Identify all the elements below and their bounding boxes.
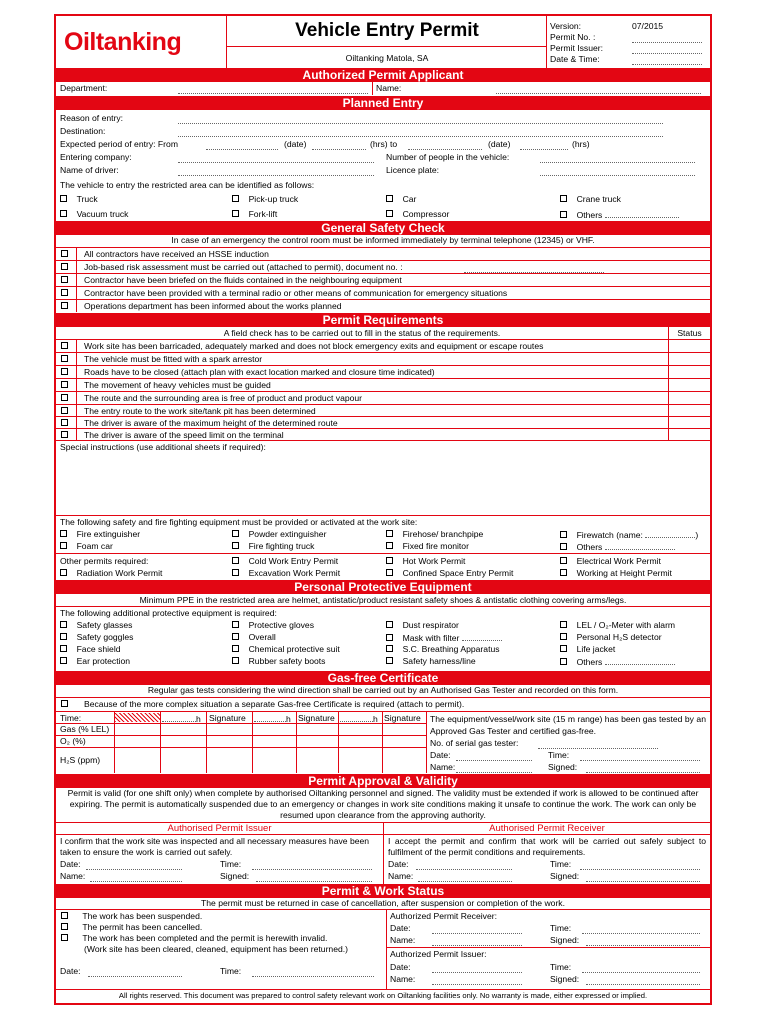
divider (56, 834, 710, 835)
form-title: Vehicle Entry Permit (295, 20, 479, 41)
ppe-mask-filter[interactable]: Mask with filter (386, 632, 502, 644)
divider (56, 391, 710, 392)
section-planned-entry: Planned Entry (56, 96, 710, 110)
req-check-1[interactable] (61, 341, 68, 352)
ppe-others[interactable]: Others (560, 656, 675, 668)
validity-note: Permit is valid (for one shift only) when complete by authorised Oiltanking personnel and signed. The validity must be extended if work is allowed to be continued after expiring. The permit is automatically suspended due to an emergency or changes in work site conditions making it unsafe to continue the work. The work can only be resumed upon clearance from the approving authority. (67, 788, 699, 820)
cold-work-permit[interactable]: Cold Work Entry Permit (232, 556, 338, 567)
gas-o2-label: O₂ (%) (60, 736, 86, 746)
status-issuer-signed-label: Signed: (550, 974, 580, 984)
people-field[interactable] (540, 154, 695, 163)
ppe-ear-protection[interactable]: Ear protection (60, 656, 130, 667)
foam-car[interactable]: Foam car (60, 541, 113, 552)
checkbox[interactable] (232, 530, 239, 537)
gas-time-label: Time: (60, 713, 82, 723)
destination-label: Destination: (60, 126, 106, 136)
ppe-protective-gloves[interactable]: Protective gloves (232, 620, 314, 631)
date-label: (date) (284, 139, 307, 149)
safety-check-2[interactable] (61, 262, 68, 273)
gas-date-label: Date: (430, 750, 451, 760)
hrs-to-label: (hrs) to (370, 139, 398, 149)
checkbox[interactable] (61, 407, 68, 414)
req-check-2[interactable] (61, 354, 68, 365)
hatched-cell (115, 713, 160, 722)
divider (56, 515, 710, 516)
divider (668, 327, 669, 440)
checkbox[interactable] (560, 621, 567, 628)
divider (76, 339, 77, 440)
checkbox[interactable] (60, 195, 67, 202)
receiver-acceptance: I accept the permit and confirm that work will be carried out safely subject to fulfilment of the permit conditions and requirements. (388, 836, 706, 857)
hot-work-permit[interactable]: Hot Work Permit (386, 556, 465, 567)
checkbox[interactable] (232, 657, 239, 664)
version-label: Version: (550, 21, 582, 31)
status-receiver-time-field[interactable] (582, 925, 700, 934)
ppe-dust-respirator[interactable]: Dust respirator (386, 620, 459, 631)
divider (56, 440, 710, 441)
checkbox[interactable] (61, 934, 68, 941)
authorised-receiver-heading: Authorised Permit Receiver (489, 823, 605, 834)
issuer-name-field[interactable] (90, 873, 182, 882)
section-ppe: Personal Protective Equipment (56, 580, 710, 594)
separate-gas-check[interactable] (61, 699, 68, 710)
divider (56, 697, 710, 698)
excavation-work-permit[interactable]: Excavation Work Permit (232, 568, 340, 579)
serial-tester-label: No. of serial gas tester: (430, 738, 519, 748)
signature-label-2: Signature (298, 713, 335, 723)
divider (56, 723, 426, 724)
serial-tester-field[interactable] (538, 740, 658, 749)
ppe-life-jacket[interactable]: Life jacket (560, 644, 615, 655)
status-issuer-signed-field[interactable] (586, 976, 700, 985)
driver-field[interactable] (178, 167, 374, 176)
req-check-5[interactable] (61, 393, 68, 404)
permit-no-field[interactable] (632, 34, 702, 43)
signature-label-3: Signature (384, 713, 421, 723)
checkbox[interactable] (61, 700, 68, 707)
ppe-chemical-suit[interactable]: Chemical protective suit (232, 644, 340, 655)
divider (160, 711, 161, 773)
divider (56, 606, 710, 607)
status-suspended[interactable]: The work has been suspended. (61, 911, 202, 922)
fire-equipment-intro: The following safety and fire fighting equipment must be provided or activated at the work site: (60, 517, 418, 527)
divider (56, 378, 710, 379)
checkbox[interactable] (560, 658, 567, 665)
divider (56, 286, 710, 287)
receiver-time-field[interactable] (580, 861, 700, 870)
divider (546, 16, 547, 68)
issuer-signed-label: Signed: (220, 871, 250, 881)
req-item-1: Work site has been barricaded, adequately marked and does not block emergency exits and equipment or escape routes (84, 341, 544, 351)
receiver-date-label: Date: (388, 859, 409, 869)
issuer-date-label: Date: (60, 859, 81, 869)
req-item-6: The entry route to the work site/tank pit has been determined (84, 406, 316, 416)
status-time-label: Time: (220, 966, 242, 976)
divider (56, 404, 710, 405)
safety-item-3: Contractor have been briefed on the fluids contained in the neighbouring equipment (84, 275, 402, 285)
divider (372, 82, 373, 95)
applicant-name-label: Name: (376, 83, 402, 93)
checkbox[interactable] (560, 531, 567, 538)
date-time-field[interactable] (632, 56, 702, 65)
divider (56, 735, 426, 736)
divider (252, 711, 253, 773)
divider (56, 339, 710, 340)
firewatch-name-field[interactable] (645, 529, 695, 538)
working-at-height-permit[interactable]: Working at Height Permit (560, 568, 672, 579)
checkbox[interactable] (560, 557, 567, 564)
divider (296, 711, 297, 773)
company-label: Entering company: (60, 152, 132, 162)
ppe-h2s-detector[interactable]: Personal H₂S detector (560, 632, 662, 643)
authorised-issuer-heading: Authorised Permit Issuer (167, 823, 272, 834)
footer-disclaimer: All rights reserved. This document was prepared to control safety relevant work on Oiltanking facilities only. No warranty is made, either expressed or implied. (118, 991, 648, 1000)
divider (56, 365, 710, 366)
driver-label: Name of driver: (60, 165, 119, 175)
gas-time2-field[interactable] (580, 752, 700, 761)
fire-fighting-truck[interactable]: Fire fighting truck (232, 541, 314, 552)
fixed-fire-monitor[interactable]: Fixed fire monitor (386, 541, 469, 552)
gas-tested-statement: The equipment/vessel/work site (15 m range) has been gas tested by an Approved Gas Tester and certified gas-free. (430, 714, 706, 736)
divider (56, 352, 710, 353)
permit-no-label: Permit No. : (550, 32, 596, 42)
ppe-others-field[interactable] (605, 656, 675, 665)
divider (56, 273, 710, 274)
checkbox[interactable] (386, 195, 393, 202)
safety-item-2: Job-based risk assessment must be carried out (attached to permit), document no. : (84, 262, 403, 272)
checkbox[interactable] (61, 419, 68, 426)
ppe-safety-harness[interactable]: Safety harness/line (386, 656, 476, 667)
divider (382, 711, 383, 773)
receiver-date-field[interactable] (416, 861, 512, 870)
fire-others[interactable]: Others (560, 541, 675, 553)
gas-name-label: Name: (430, 762, 456, 772)
vehicle-others[interactable]: Others (560, 209, 679, 221)
status-time-field[interactable] (252, 968, 374, 977)
safety-check-4[interactable] (61, 288, 68, 299)
status-receiver-label: Authorized Permit Receiver: (390, 911, 497, 921)
reason-label: Reason of entry: (60, 113, 124, 123)
divider (56, 553, 710, 554)
ppe-safety-glasses[interactable]: Safety glasses (60, 620, 132, 631)
ppe-overall[interactable]: Overall (232, 632, 276, 643)
safety-item-4: Contractor have been provided with a terminal radio or other means of communication for emergency situations (84, 288, 508, 298)
fire-extinguisher[interactable]: Fire extinguisher (60, 529, 140, 540)
checkbox[interactable] (386, 645, 393, 652)
divider (56, 428, 710, 429)
return-note: The permit must be returned in case of cancellation, after suspension or completion of the work. (201, 898, 565, 908)
checkbox[interactable] (232, 621, 239, 628)
status-cancelled[interactable]: The permit has been cancelled. (61, 922, 202, 933)
status-issuer-time-field[interactable] (582, 964, 700, 973)
status-date-label: Date: (60, 966, 81, 976)
req-item-3: Roads have to be closed (attach plan with exact location marked and closure time indicated) (84, 367, 435, 377)
fire-others-field[interactable] (605, 541, 675, 550)
section-general-safety: General Safety Check (56, 221, 710, 235)
status-date-field[interactable] (88, 968, 182, 977)
firewatch[interactable]: Firewatch (name: ) (560, 529, 698, 541)
status-receiver-signed-label: Signed: (550, 935, 580, 945)
req-item-2: The vehicle must be fitted with a spark arrestor (84, 354, 263, 364)
checkbox[interactable] (560, 211, 567, 218)
status-issuer-date-label: Date: (390, 962, 411, 972)
checkbox[interactable] (386, 657, 393, 664)
req-item-5: The route and the surrounding area is free of product and product vapour (84, 393, 363, 403)
checkbox[interactable] (60, 633, 67, 640)
form-subtitle: Oiltanking Matola, SA (345, 53, 429, 63)
section-permit-approval: Permit Approval & Validity (56, 774, 710, 788)
checkbox[interactable] (232, 645, 239, 652)
hrs-label: (hrs) (572, 139, 590, 149)
licence-field[interactable] (540, 167, 695, 176)
divider (226, 46, 546, 47)
divider (386, 909, 387, 989)
gas-time-3[interactable]: h (340, 713, 378, 725)
checkbox[interactable] (61, 276, 68, 283)
permit-issuer-label: Permit Issuer: (550, 43, 604, 53)
checkbox[interactable] (61, 368, 68, 375)
others-field[interactable] (605, 209, 679, 218)
ppe-rubber-boots[interactable]: Rubber safety boots (232, 656, 325, 667)
checkbox[interactable] (61, 289, 68, 296)
vehicle-pickup[interactable]: Pick-up truck (232, 194, 298, 205)
checkbox[interactable] (60, 621, 67, 628)
checkbox[interactable] (232, 569, 239, 576)
checkbox[interactable] (560, 195, 567, 202)
checkbox[interactable] (560, 543, 567, 550)
powder-extinguisher[interactable]: Powder extinguisher (232, 529, 326, 540)
checkbox[interactable] (60, 210, 67, 217)
receiver-signed-label: Signed: (550, 871, 580, 881)
req-item-8: The driver is aware of the speed limit on the terminal (84, 430, 284, 440)
section-gas-free: Gas-free Certificate (56, 671, 710, 685)
checkbox[interactable] (61, 263, 68, 270)
ppe-safety-goggles[interactable]: Safety goggles (60, 632, 133, 643)
divider (56, 299, 710, 300)
issuer-time-field[interactable] (252, 861, 372, 870)
checkbox[interactable] (386, 530, 393, 537)
date-time-label: Date & Time: (550, 54, 600, 64)
checkbox[interactable] (560, 633, 567, 640)
req-item-7: The driver is aware of the maximum height of the determined route (84, 418, 338, 428)
ppe-face-shield[interactable]: Face shield (60, 644, 121, 655)
checkbox[interactable] (61, 394, 68, 401)
ppe-lel-meter[interactable]: LEL / O₂-Meter with alarm (560, 620, 675, 631)
checkbox[interactable] (232, 195, 239, 202)
section-authorized-applicant: Authorized Permit Applicant (56, 68, 710, 82)
checkbox[interactable] (61, 431, 68, 438)
status-issuer-name-label: Name: (390, 974, 416, 984)
other-permits-label: Other permits required: (60, 556, 149, 566)
checkbox[interactable] (60, 530, 67, 537)
period-label: Expected period of entry: From (60, 139, 178, 149)
firehose[interactable]: Firehose/ branchpipe (386, 529, 483, 540)
checkbox[interactable] (232, 633, 239, 640)
status-issuer-time-label: Time: (550, 962, 572, 972)
checkbox[interactable] (61, 250, 68, 257)
status-receiver-date-label: Date: (390, 923, 411, 933)
status-issuer-date-field[interactable] (432, 964, 522, 973)
company-field[interactable] (178, 154, 374, 163)
divider (56, 909, 710, 910)
divider (56, 747, 426, 748)
checkbox[interactable] (386, 569, 393, 576)
status-receiver-time-label: Time: (550, 923, 572, 933)
divider (338, 711, 339, 773)
status-receiver-name-field[interactable] (432, 937, 522, 946)
safety-check-5[interactable] (61, 301, 68, 312)
safety-item-1: All contractors have received an HSSE induction (84, 249, 269, 259)
people-label: Number of people in the vehicle: (386, 152, 510, 162)
divider (56, 416, 710, 417)
gas-date-field[interactable] (456, 752, 532, 761)
checkbox[interactable] (232, 557, 239, 564)
gas-signed-label: Signed: (548, 762, 578, 772)
checkbox[interactable] (386, 621, 393, 628)
status-issuer-label: Authorized Permit Issuer: (390, 949, 487, 959)
gas-time-2[interactable]: h (254, 713, 291, 725)
licence-label: Licence plate: (386, 165, 440, 175)
vehicle-crane[interactable]: Crane truck (560, 194, 621, 205)
destination-field[interactable] (178, 128, 663, 137)
ppe-breathing-apparatus[interactable]: S.C. Breathing Apparatus (386, 644, 500, 655)
section-permit-work-status: Permit & Work Status (56, 884, 710, 898)
cleared-note: (Work site has been cleared, cleaned, equipment has been returned.) (84, 944, 349, 954)
checkbox[interactable] (61, 923, 68, 930)
vehicle-vacuum[interactable]: Vacuum truck (60, 209, 128, 220)
applicant-name-field[interactable] (496, 85, 701, 94)
checkbox[interactable] (61, 912, 68, 919)
electrical-work-permit[interactable]: Electrical Work Permit (560, 556, 661, 567)
checkbox[interactable] (560, 645, 567, 652)
checkbox[interactable] (386, 542, 393, 549)
issuer-confirmation: I confirm that the work site was inspected and all necessary measures have been taken to ensure the work is carried out safely. (60, 836, 370, 857)
checkbox[interactable] (61, 355, 68, 362)
divider (206, 711, 207, 773)
gas-name-field[interactable] (456, 764, 532, 773)
special-instructions-label: Special instructions (use additional sheets if required): (60, 442, 266, 452)
gas-signed-field[interactable] (586, 764, 700, 773)
vehicle-forklift[interactable]: Fork-lift (232, 209, 277, 220)
receiver-signed-field[interactable] (586, 873, 700, 882)
divider (386, 947, 710, 948)
ppe-minimum-note: Minimum PPE in the restricted area are helmet, antistatic/product resistant safety shoes & antistatic clothing covering arms/legs. (139, 595, 627, 605)
issuer-name-label: Name: (60, 871, 86, 881)
permit-issuer-field[interactable] (632, 45, 702, 54)
gas-h2s-label: H₂S (ppm) (60, 755, 101, 765)
section-permit-requirements: Permit Requirements (56, 313, 710, 327)
checkbox[interactable] (61, 381, 68, 388)
receiver-name-label: Name: (388, 871, 414, 881)
period-from-date-field[interactable] (206, 141, 278, 150)
permit-form (54, 14, 712, 1005)
gas-time-1[interactable]: h (162, 713, 201, 725)
separate-gas-text: Because of the more complex situation a separate Gas-free Certificate is required (attach to permit). (84, 699, 465, 709)
checkbox[interactable] (60, 542, 67, 549)
divider (76, 247, 77, 312)
risk-assessment-doc-field[interactable] (464, 264, 604, 273)
checkbox[interactable] (61, 302, 68, 309)
oiltanking-logo: Oiltanking (64, 28, 182, 56)
receiver-name-field[interactable] (418, 873, 512, 882)
mask-filter-field[interactable] (462, 632, 502, 641)
status-receiver-date-field[interactable] (432, 925, 522, 934)
req-item-4: The movement of heavy vehicles must be guided (84, 380, 271, 390)
department-label: Department: (60, 83, 108, 93)
divider (426, 711, 427, 773)
ppe-intro: The following additional protective equipment is required: (60, 608, 277, 618)
checkbox[interactable] (560, 569, 567, 576)
divider (226, 16, 227, 68)
divider (56, 247, 710, 248)
version-value: 07/2015 (632, 21, 664, 31)
safety-item-5: Operations department has been informed about the works planned (84, 301, 342, 311)
field-check-note: A field check has to be carried out to fill in the status of the requirements. (223, 328, 501, 338)
period-from-hrs-field[interactable] (312, 141, 366, 150)
safety-check-3[interactable] (61, 275, 68, 286)
emergency-note: In case of an emergency the control room must be informed immediately by terminal telephone (12345) or VHF. (171, 235, 595, 245)
issuer-date-field[interactable] (86, 861, 182, 870)
checkbox[interactable] (386, 557, 393, 564)
department-field[interactable] (178, 85, 368, 94)
identify-label: The vehicle to entry the restricted area can be identified as follows: (60, 180, 315, 190)
req-check-4[interactable] (61, 380, 68, 391)
reason-field[interactable] (178, 115, 663, 124)
checkbox[interactable] (386, 634, 393, 641)
vehicle-truck[interactable]: Truck (60, 194, 98, 205)
checkbox[interactable] (60, 657, 67, 664)
issuer-signed-field[interactable] (256, 873, 372, 882)
status-completed[interactable]: The work has been completed and the permit is herewith invalid. (61, 933, 327, 944)
special-instructions-area[interactable] (60, 454, 706, 514)
status-receiver-name-label: Name: (390, 935, 416, 945)
gas-time2-label: Time: (548, 750, 570, 760)
confined-space-permit[interactable]: Confined Space Entry Permit (386, 568, 513, 579)
gas-lel-label: Gas (% LEL) (60, 724, 110, 734)
period-to-hrs-field[interactable] (520, 141, 568, 150)
receiver-time-label: Time: (550, 859, 572, 869)
vehicle-car[interactable]: Car (386, 194, 416, 205)
gas-test-note: Regular gas tests considering the wind direction shall be carried out by an Authorised Gas Tester and recorded on this form. (147, 685, 619, 695)
status-receiver-signed-field[interactable] (586, 937, 700, 946)
status-column-header: Status (677, 328, 702, 338)
radiation-work-permit[interactable]: Radiation Work Permit (60, 568, 162, 579)
period-to-date-field[interactable] (408, 141, 482, 150)
checkbox[interactable] (232, 210, 239, 217)
signature-label-1: Signature (209, 713, 246, 723)
checkbox[interactable] (232, 542, 239, 549)
checkbox[interactable] (386, 210, 393, 217)
req-check-3[interactable] (61, 367, 68, 378)
vehicle-compressor[interactable]: Compressor (386, 209, 449, 220)
safety-check-1[interactable] (61, 249, 68, 260)
divider (56, 711, 710, 712)
issuer-time-label: Time: (220, 859, 242, 869)
date-label-2: (date) (488, 139, 511, 149)
status-issuer-name-field[interactable] (432, 976, 522, 985)
checkbox[interactable] (60, 569, 67, 576)
checkbox[interactable] (60, 645, 67, 652)
divider (56, 260, 710, 261)
checkbox[interactable] (61, 342, 68, 349)
